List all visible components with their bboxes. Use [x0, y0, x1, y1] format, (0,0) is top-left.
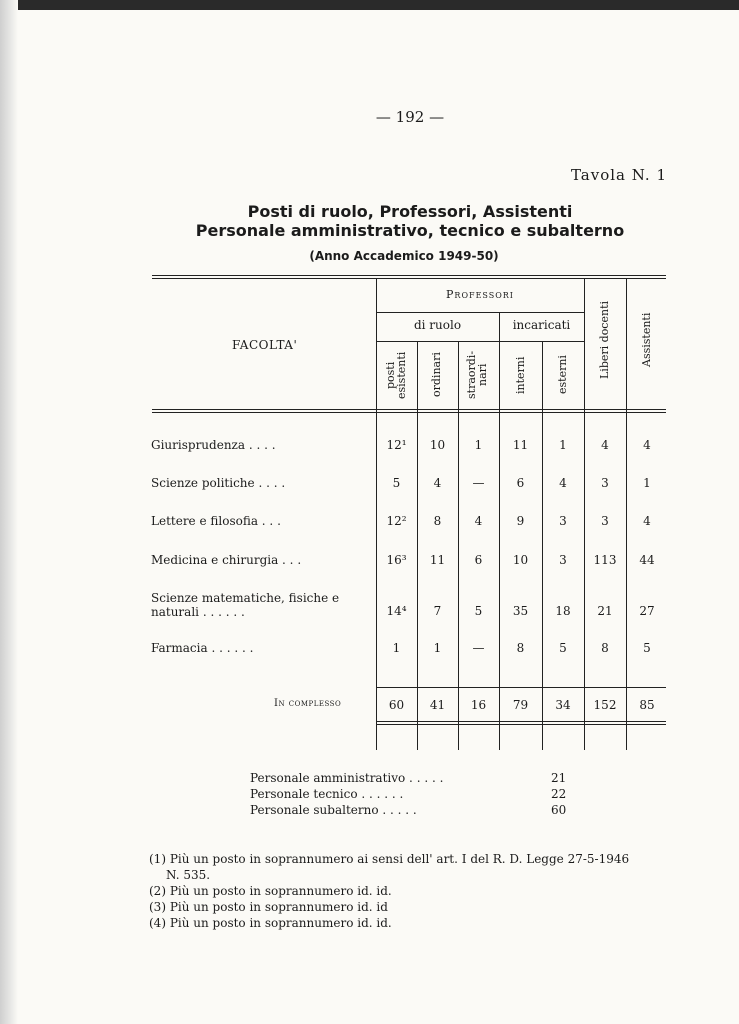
cell-straordinari: 4: [474, 514, 483, 528]
scan-binding-edge: [0, 0, 18, 1024]
cell-liberi: 21: [597, 604, 613, 618]
title-line-2: Personale amministrativo, tecnico e subalterno: [195, 221, 625, 240]
personale-label: Personale tecnico . . . . . .: [250, 787, 404, 801]
cell-esterni: 5: [559, 641, 567, 655]
cell-interni: 8: [516, 641, 525, 655]
cell-interni: 6: [516, 476, 525, 490]
cell-ordinari: 10: [429, 438, 446, 452]
cell-ordinari: 41: [429, 698, 446, 712]
cell-interni: 9: [516, 514, 525, 528]
row-label: Medicina e chirurgia . . .: [151, 553, 302, 567]
cell-assistenti: 4: [643, 438, 651, 452]
total-label: In complesso: [274, 698, 342, 709]
cell-assistenti: 1: [643, 476, 651, 490]
footnote: (3) Più un posto in soprannumero id. id: [149, 900, 388, 914]
cell-assistenti: 5: [643, 641, 651, 655]
personale-value: 60: [551, 803, 567, 817]
cell-assistenti: 44: [639, 553, 655, 567]
header-esterni: esterni: [556, 355, 569, 395]
row-label: Giurisprudenza . . . .: [151, 438, 276, 452]
footnote: (2) Più un posto in soprannumero id. id.: [149, 884, 392, 898]
cell-ordinari: 4: [433, 476, 442, 490]
cell-liberi: 3: [601, 476, 609, 490]
cell-posti: 14⁴: [386, 604, 407, 618]
cell-esterni: 3: [559, 553, 567, 567]
cell-ordinari: 1: [433, 641, 442, 655]
header-ordinari: ordinari: [430, 352, 443, 398]
table-number: Tavola N. 1: [570, 166, 667, 184]
cell-interni: 10: [512, 553, 529, 567]
header-di-ruolo: di ruolo: [413, 318, 462, 332]
cell-straordinari: —: [472, 641, 485, 655]
cell-ordinari: 7: [433, 604, 442, 618]
cell-assistenti: 4: [643, 514, 651, 528]
personale-value: 22: [551, 787, 567, 801]
header-professori: Professori: [446, 288, 514, 301]
subtitle: (Anno Accademico 1949-50): [309, 249, 499, 263]
cell-assistenti: 85: [639, 698, 655, 712]
header-incaricati: incaricati: [512, 318, 571, 332]
cell-straordinari: 6: [474, 553, 483, 567]
footnote: (1) Più un posto in soprannumero ai sensi dell' art. I del R. D. Legge 27-5-1946: [149, 852, 630, 866]
row-label: Lettere e filosofia . . .: [151, 514, 281, 528]
cell-posti: 12²: [386, 514, 407, 528]
personale-value: 21: [551, 771, 567, 785]
cell-liberi: 3: [601, 514, 609, 528]
cell-posti: 1: [392, 641, 401, 655]
cell-straordinari: 5: [474, 604, 483, 618]
header-liberi-docenti: Liberi docenti: [598, 301, 611, 380]
row-label: Scienze matematiche, fisiche e naturali . . . . . .: [151, 591, 340, 619]
cell-straordinari: 1: [474, 438, 483, 452]
title-line-1: Posti di ruolo, Professori, Assistenti: [247, 202, 573, 221]
page-number: — 192 —: [375, 108, 445, 126]
cell-posti: 5: [392, 476, 401, 490]
footnote-cont: N. 535.: [166, 868, 211, 882]
header-straordinari: straordi-nari: [465, 350, 489, 400]
scan-top-edge: [0, 0, 739, 10]
header-interni: interni: [514, 356, 527, 394]
cell-straordinari: 16: [470, 698, 487, 712]
personale-label: Personale subalterno . . . . .: [250, 803, 417, 817]
cell-esterni: 18: [555, 604, 571, 618]
personale-label: Personale amministrativo . . . . .: [250, 771, 444, 785]
cell-posti: 60: [388, 698, 405, 712]
cell-liberi: 4: [601, 438, 609, 452]
cell-interni: 79: [512, 698, 529, 712]
cell-esterni: 34: [555, 698, 571, 712]
footnote: (4) Più un posto in soprannumero id. id.: [149, 916, 392, 930]
cell-straordinari: —: [472, 476, 485, 490]
cell-esterni: 4: [559, 476, 567, 490]
cell-liberi: 8: [601, 641, 609, 655]
cell-interni: 35: [512, 604, 529, 618]
cell-ordinari: 11: [429, 553, 446, 567]
cell-ordinari: 8: [433, 514, 442, 528]
cell-esterni: 3: [559, 514, 567, 528]
header-assistenti: Assistenti: [640, 312, 653, 368]
header-facolta: FACOLTA': [232, 338, 298, 352]
cell-posti: 16³: [386, 553, 407, 567]
row-label: Scienze politiche . . . .: [151, 476, 286, 490]
header-posti-esistenti: posti esistenti: [384, 351, 408, 399]
row-label: Farmacia . . . . . .: [151, 641, 254, 655]
cell-posti: 12¹: [386, 438, 407, 452]
cell-liberi: 113: [593, 553, 617, 567]
cell-esterni: 1: [559, 438, 567, 452]
cell-interni: 11: [512, 438, 529, 452]
cell-liberi: 152: [593, 698, 617, 712]
cell-assistenti: 27: [639, 604, 655, 618]
